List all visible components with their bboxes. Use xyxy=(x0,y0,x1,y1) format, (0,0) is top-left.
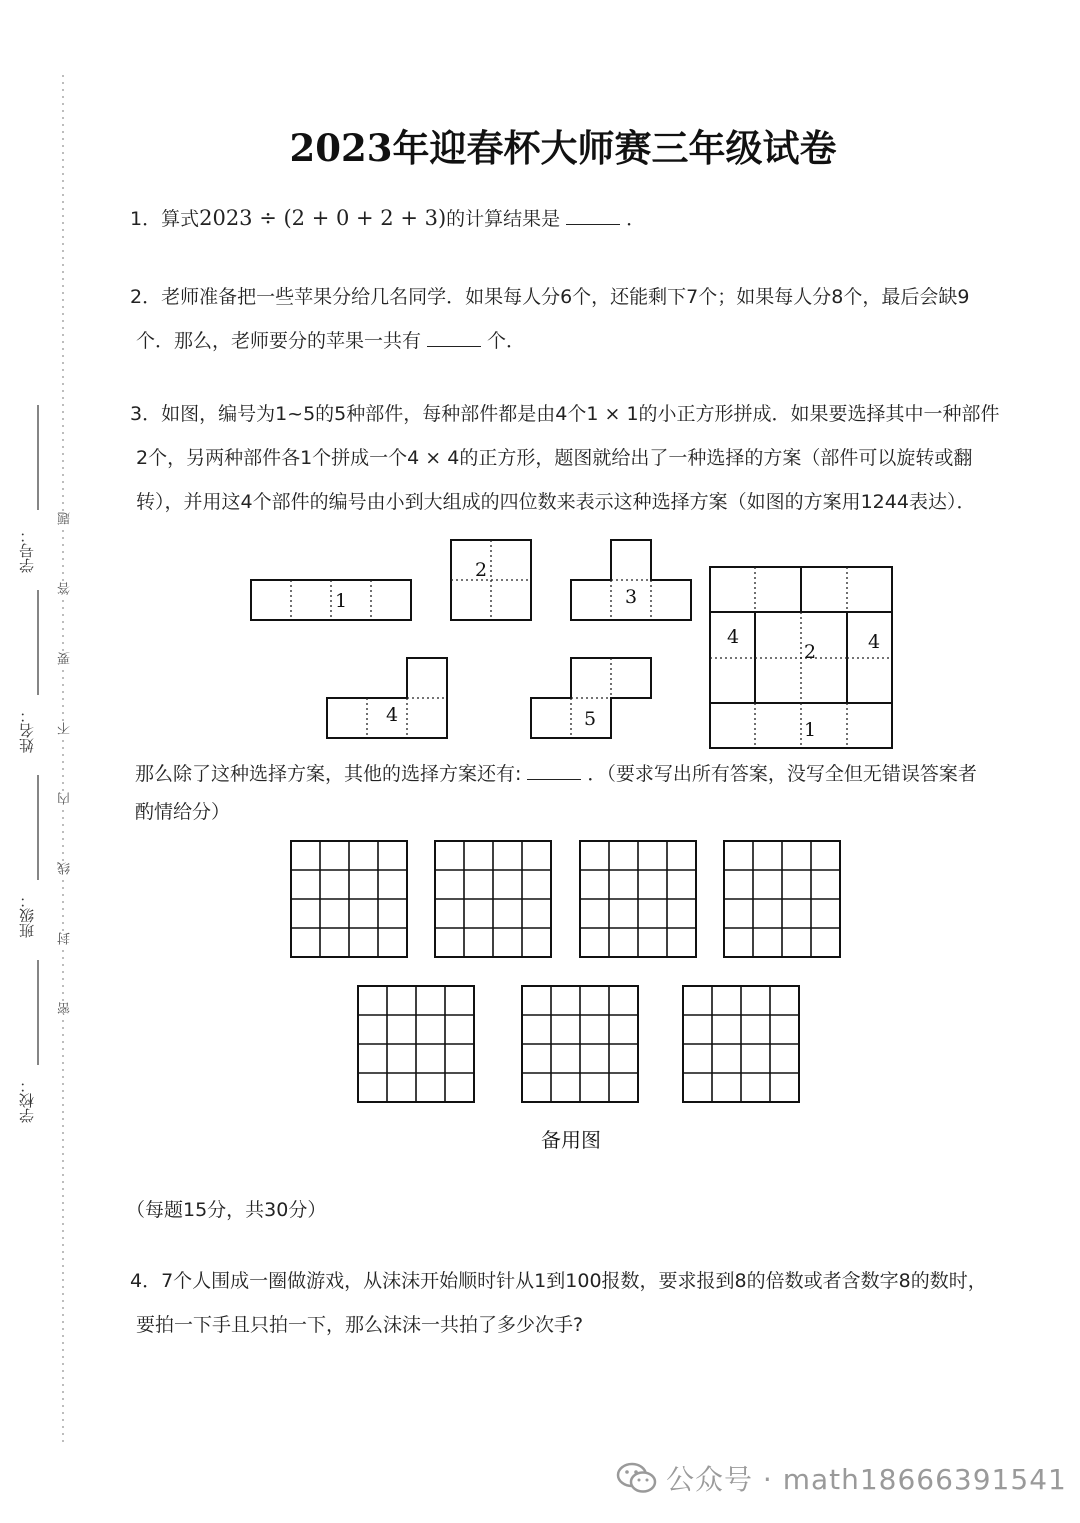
piece-label: 5 xyxy=(583,708,597,730)
spare-grids-caption: 备用图 xyxy=(541,1128,601,1152)
spare-grid xyxy=(522,986,638,1102)
student-id-label: 学号： xyxy=(18,528,36,573)
q3-line-2: 2个，另两种部件各1个拼成一个4 × 4的正方形，题图就给出了一种选择的方案（部件可以旋转或翻 xyxy=(136,447,973,469)
q3-answer-post: ．（要求写出所有答案，没写全但无错误答案者 xyxy=(587,763,977,785)
q1-expression: 2023 ÷ (2 + 0 + 2 + 3) xyxy=(199,206,447,230)
q3-answer-pre: 那么除了这种选择方案，其他的选择方案还有: xyxy=(135,763,522,785)
binding-margin xyxy=(0,0,100,1523)
q1-end: ． xyxy=(626,208,646,230)
seal-char: 线 xyxy=(58,862,73,875)
example-label: 2 xyxy=(803,641,817,663)
seal-char: 要 xyxy=(58,652,73,665)
name-label: 姓名： xyxy=(18,708,36,753)
example-label: 4 xyxy=(726,626,740,648)
q1-suffix: 的计算结果是 xyxy=(446,208,561,230)
q3-answer-line-2: 酌情给分） xyxy=(135,801,231,823)
q3-pieces-figure xyxy=(0,530,1080,760)
piece-label: 3 xyxy=(624,586,638,608)
q3-line-3: 转），并用这4个部件的编号由小到大组成的四位数来表示这种选择方案（如图的方案用1244表达）． xyxy=(136,491,976,513)
spare-grid xyxy=(358,986,474,1102)
example-label: 1 xyxy=(803,719,817,741)
page-title: 2023年迎春杯大师赛三年级试卷 xyxy=(289,126,837,170)
question-1 xyxy=(130,196,645,241)
question-4 xyxy=(130,1259,987,1347)
school-label: 学校： xyxy=(18,1078,36,1123)
piece-label: 2 xyxy=(474,559,488,581)
spare-grid xyxy=(683,986,799,1102)
q3-line-1: 3．如图，编号为1~5的5种部件，每种部件都是由4个1 × 1的小正方形拼成．如果要选择其中一种部件 xyxy=(130,403,1000,425)
q1-prefix: 1．算式 xyxy=(130,208,200,230)
answer-blank xyxy=(527,765,581,780)
q3-answer-prompt xyxy=(135,752,977,834)
example-label: 4 xyxy=(867,631,881,653)
q2-line-2-post: 个． xyxy=(487,330,526,352)
piece-label: 4 xyxy=(385,704,399,726)
answer-blank xyxy=(427,332,481,347)
piece-label: 1 xyxy=(334,590,348,612)
q2-line-2-pre: 个．那么，老师要分的苹果一共有 xyxy=(136,330,422,352)
spare-grid xyxy=(291,841,407,957)
seal-char: 密 xyxy=(58,1002,73,1015)
q4-line-2: 要拍一下手且只拍一下，那么沫沫一共拍了多少次手? xyxy=(136,1314,584,1336)
class-label: 班级： xyxy=(18,893,36,938)
seal-char: 题 xyxy=(58,512,73,525)
spare-grids xyxy=(0,830,1080,1115)
spare-grid xyxy=(724,841,840,957)
seal-char: 答 xyxy=(58,582,73,595)
seal-char: 不 xyxy=(58,722,73,735)
watermark xyxy=(616,1458,1067,1498)
section-note: （每题15分，共30分） xyxy=(126,1199,327,1221)
q4-line-1: 4．7个人围成一圈做游戏，从沫沫开始顺时针从1到100报数，要求报到8的倍数或者含数字8的数时， xyxy=(130,1270,987,1292)
seal-char: 封 xyxy=(58,932,73,945)
watermark-text: 公众号 · math18666391541 xyxy=(666,1463,1067,1496)
spare-grid xyxy=(580,841,696,957)
spare-grid xyxy=(435,841,551,957)
wechat-icon xyxy=(616,1460,658,1496)
question-3 xyxy=(130,392,1000,524)
q2-line-1: 2．老师准备把一些苹果分给几名同学．如果每人分6个，还能剩下7个；如果每人分8个，最后会缺9 xyxy=(130,286,970,308)
question-2 xyxy=(130,275,969,363)
seal-char: 内 xyxy=(58,792,73,805)
answer-blank xyxy=(566,210,620,225)
